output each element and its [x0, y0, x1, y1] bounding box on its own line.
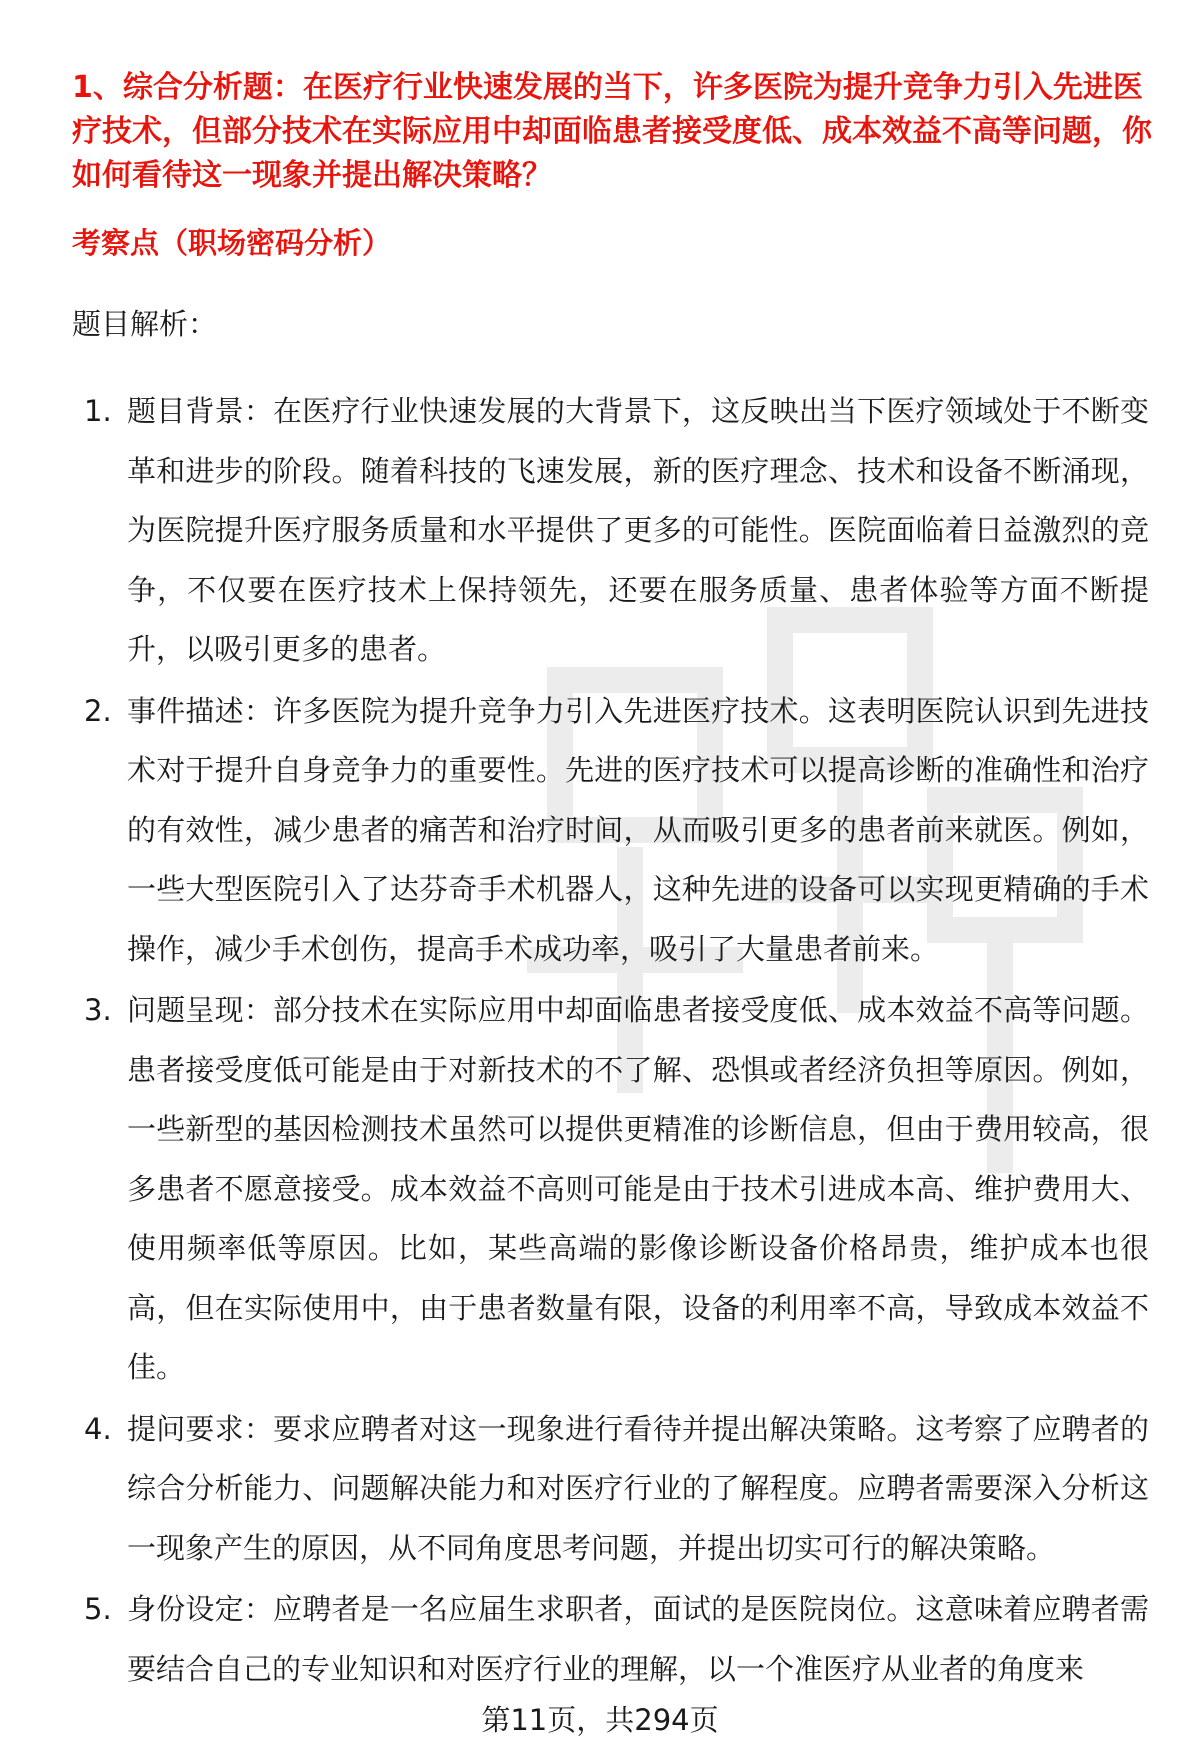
- list-item: [0, 1400, 1200, 1579]
- list-item-text: 事件描述：许多医院为提升竞争力引入先进医疗技术。这表明医院认识到先进技术对于提升自身竞争力的重要性。先进的医疗技术可以提高诊断的准确性和治疗的有效性，减少患者的痛苦和治疗时间，从而吸引更多的患者前来就医。例如，一些大型医院引入了达芬奇手术机器人，这种先进的设备可以实现更精确的手术操作，减少手术创伤，提高手术成功率，吸引了大量患者前来。: [127, 693, 1149, 966]
- list-item-number: 5.: [84, 1592, 112, 1626]
- list-item-text: 问题呈现：部分技术在实际应用中却面临患者接受度低、成本效益不高等问题。患者接受度低可能是由于对新技术的不了解、恐惧或者经济负担等原因。例如，一些新型的基因检测技术虽然可以提供更精准的诊断信息，但由于费用较高，很多患者不愿意接受。成本效益不高则可能是由于技术引进成本高、维护费用大、使用频率低等原因。比如，某些高端的影像诊断设备价格昂贵，维护成本也很高，但在实际使用中，由于患者数量有限，设备的利用率不高，导致成本效益不佳。: [127, 993, 1149, 1384]
- list-item: [0, 981, 1200, 1398]
- list-item: [0, 1580, 1200, 1699]
- list-item: [0, 382, 1200, 680]
- list-item-number: 1.: [84, 394, 112, 428]
- list-item-text: 题目背景：在医疗行业快速发展的大背景下，这反映出当下医疗领域处于不断变革和进步的阶段。随着科技的飞速发展，新的医疗理念、技术和设备不断涌现，为医院提升医疗服务质量和水平提供了更多的可能性。医院面临着日益激烈的竞争，不仅要在医疗技术上保持领先，还要在服务质量、患者体验等方面不断提升，以吸引更多的患者。: [127, 394, 1149, 666]
- analysis-label: 题目解析：: [72, 307, 218, 341]
- question-heading: 1、综合分析题：在医疗行业快速发展的当下，许多医院为提升竞争力引入先进医疗技术，但部分技术在实际应用中却面临患者接受度低、成本效益不高等问题，你如何看待这一现象并提出解决策略？: [72, 70, 1152, 193]
- list-item-text: 身份设定：应聘者是一名应届生求职者，面试的是医院岗位。这意味着应聘者需要结合自己的专业知识和对医疗行业的理解，以一个准医疗从业者的角度来: [127, 1592, 1149, 1686]
- page-number-footer: 第11页，共294页: [481, 1703, 719, 1737]
- list-item: [0, 682, 1200, 980]
- list-item-number: 3.: [84, 993, 112, 1027]
- analysis-list: [0, 382, 1200, 1701]
- list-item-number: 2.: [84, 693, 112, 728]
- list-item-number: 4.: [84, 1411, 112, 1446]
- list-item-text: 提问要求：要求应聘者对这一现象进行看待并提出解决策略。这考察了应聘者的综合分析能力、问题解决能力和对医疗行业的了解程度。应聘者需要深入分析这一现象产生的原因，从不同角度思考问题，并提出切实可行的解决策略。: [127, 1411, 1149, 1565]
- section-title: 考察点（职场密码分析）: [72, 226, 392, 260]
